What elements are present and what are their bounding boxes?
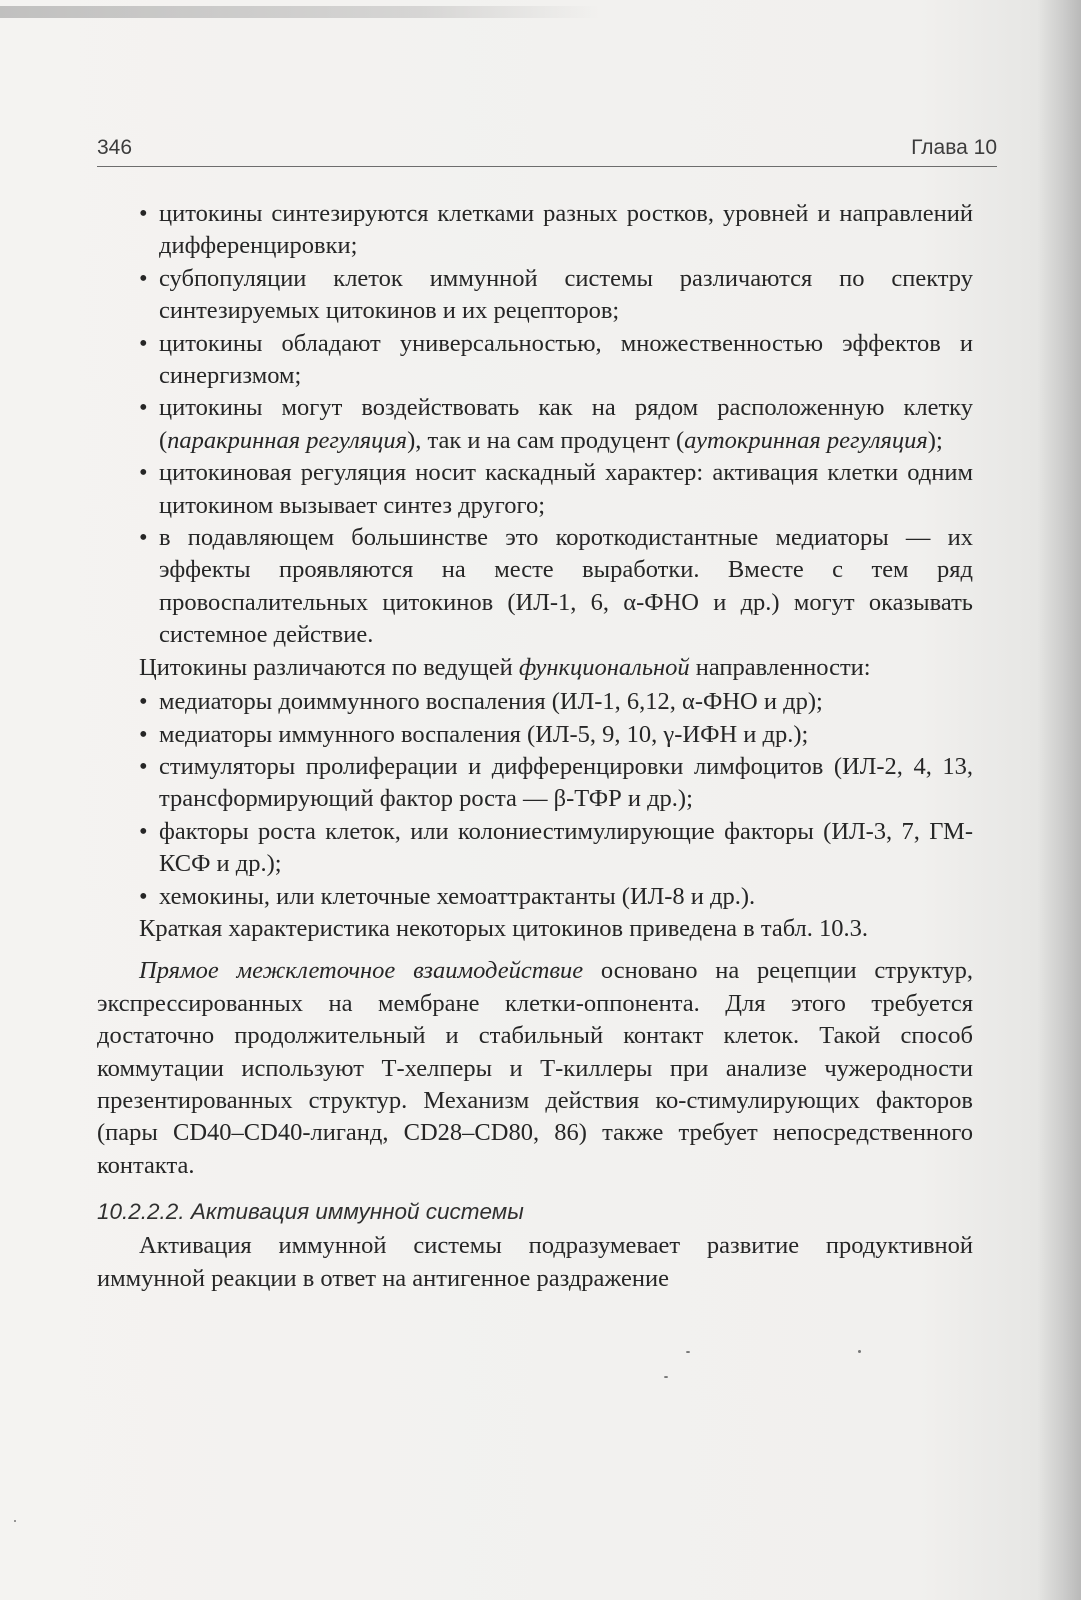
bullet-icon: • [139,752,148,780]
scan-smudge [0,6,600,18]
list-item: • цитокины могут воздействовать как на рядом расположенную клетку (паракринная регуляция), так и на сам продуцент (аутокринная регуляция); [139,394,973,454]
subsection-heading: 10.2.2.2. Активация иммунной системы [97,1199,524,1225]
chapter-label: Глава 10 [911,136,997,159]
scan-speck [14,1520,16,1522]
scan-edge-shadow [1037,0,1081,1600]
bullet-icon: • [139,264,148,292]
list-item: • субпопуляции клеток иммунной системы различаются по спектру синтезируемых цитокинов и их рецепторов; [139,264,973,325]
page-number: 346 [97,136,133,159]
list-item: • медиаторы иммунного воспаления (ИЛ-5, 9, 10, γ-ИФН и др.); [97,719,973,751]
list-item: • цитокиновая регуляция носит каскадный характер: активация клетки одним цитокином вызывает синтез другого; [139,459,973,519]
scan-speck [686,1351,690,1353]
body-text [97,198,973,1295]
running-head [97,136,997,167]
bullet-icon: • [139,329,148,357]
bullet-icon: • [139,882,148,910]
list-item: • факторы роста клеток, или колониестимулирующие факторы (ИЛ-3, 7, ГМ-КСФ и др.); [139,817,973,878]
list-item: • цитокины синтезируются клетками разных ростков, уровней и направлений дифференцировки; [139,200,973,260]
cytokine-properties-list [97,198,973,652]
bullet-icon: • [139,817,148,845]
list-item: • стимуляторы пролиферации и дифференцировки лимфоцитов (ИЛ-2, 4, 13, трансформирующий фактор роста — β-ТФР и др.); [139,752,973,813]
list-item: • хемокины, или клеточные хемоаттрактанты (ИЛ-8 и др.). [97,881,973,913]
paragraph-functional: Цитокины различаются по ведущей функциональной направленности: [139,653,871,681]
paragraph-table-reference: Краткая характеристика некоторых цитокинов приведена в табл. 10.3. [139,914,869,942]
term-functional: функциональной [518,653,690,681]
list-item: • цитокины обладают универсальностью, множественностью эффектов и синергизмом; [139,329,973,390]
list-item: • медиаторы доиммунного воспаления (ИЛ-1, 6,12, α-ФНО и др); [97,686,973,718]
term-direct-interaction: Прямое межклеточное взаимодействие [139,957,584,985]
bullet-icon: • [139,200,148,227]
bullet-icon: • [139,394,148,422]
list-item: • в подавляющем большинстве это короткодистантные медиаторы — их эффекты проявляются на месте выработки. Вместе с тем ряд провоспалительных цитокинов (ИЛ-1, 6, α-ФНО и др.) могут оказывать системное действие. [139,524,973,649]
scan-speck [858,1350,861,1353]
bullet-icon: • [139,524,148,552]
bullet-icon: • [139,459,148,487]
scan-speck [664,1376,668,1378]
bullet-icon: • [139,688,148,716]
term-autocrine: аутокринная регуляция [684,426,928,454]
term-paracrine: паракринная регуляция [167,426,408,454]
bullet-icon: • [139,720,148,748]
paragraph-direct-contact: Прямое межклеточное взаимодействие основано на рецепции структур, экспрессированных на мембране клетки-оппонента. Для этого требуется достаточно продолжительный и стабильный контакт клеток. Такой способ коммутации используют Т-хелперы и Т-киллеры при анализе чужеродности презентированных структур. Механизм действия ко-стимулирующих факторов (пары CD40–CD40-лиганд, CD28–CD80, 86) также требует непосредственного контакта. [97,957,974,1179]
cytokine-groups-list [97,686,973,913]
paragraph-activation: Активация иммунной системы подразумевает развитие продуктивной иммунной реакции в ответ на антигенное раздражение [97,1232,973,1292]
